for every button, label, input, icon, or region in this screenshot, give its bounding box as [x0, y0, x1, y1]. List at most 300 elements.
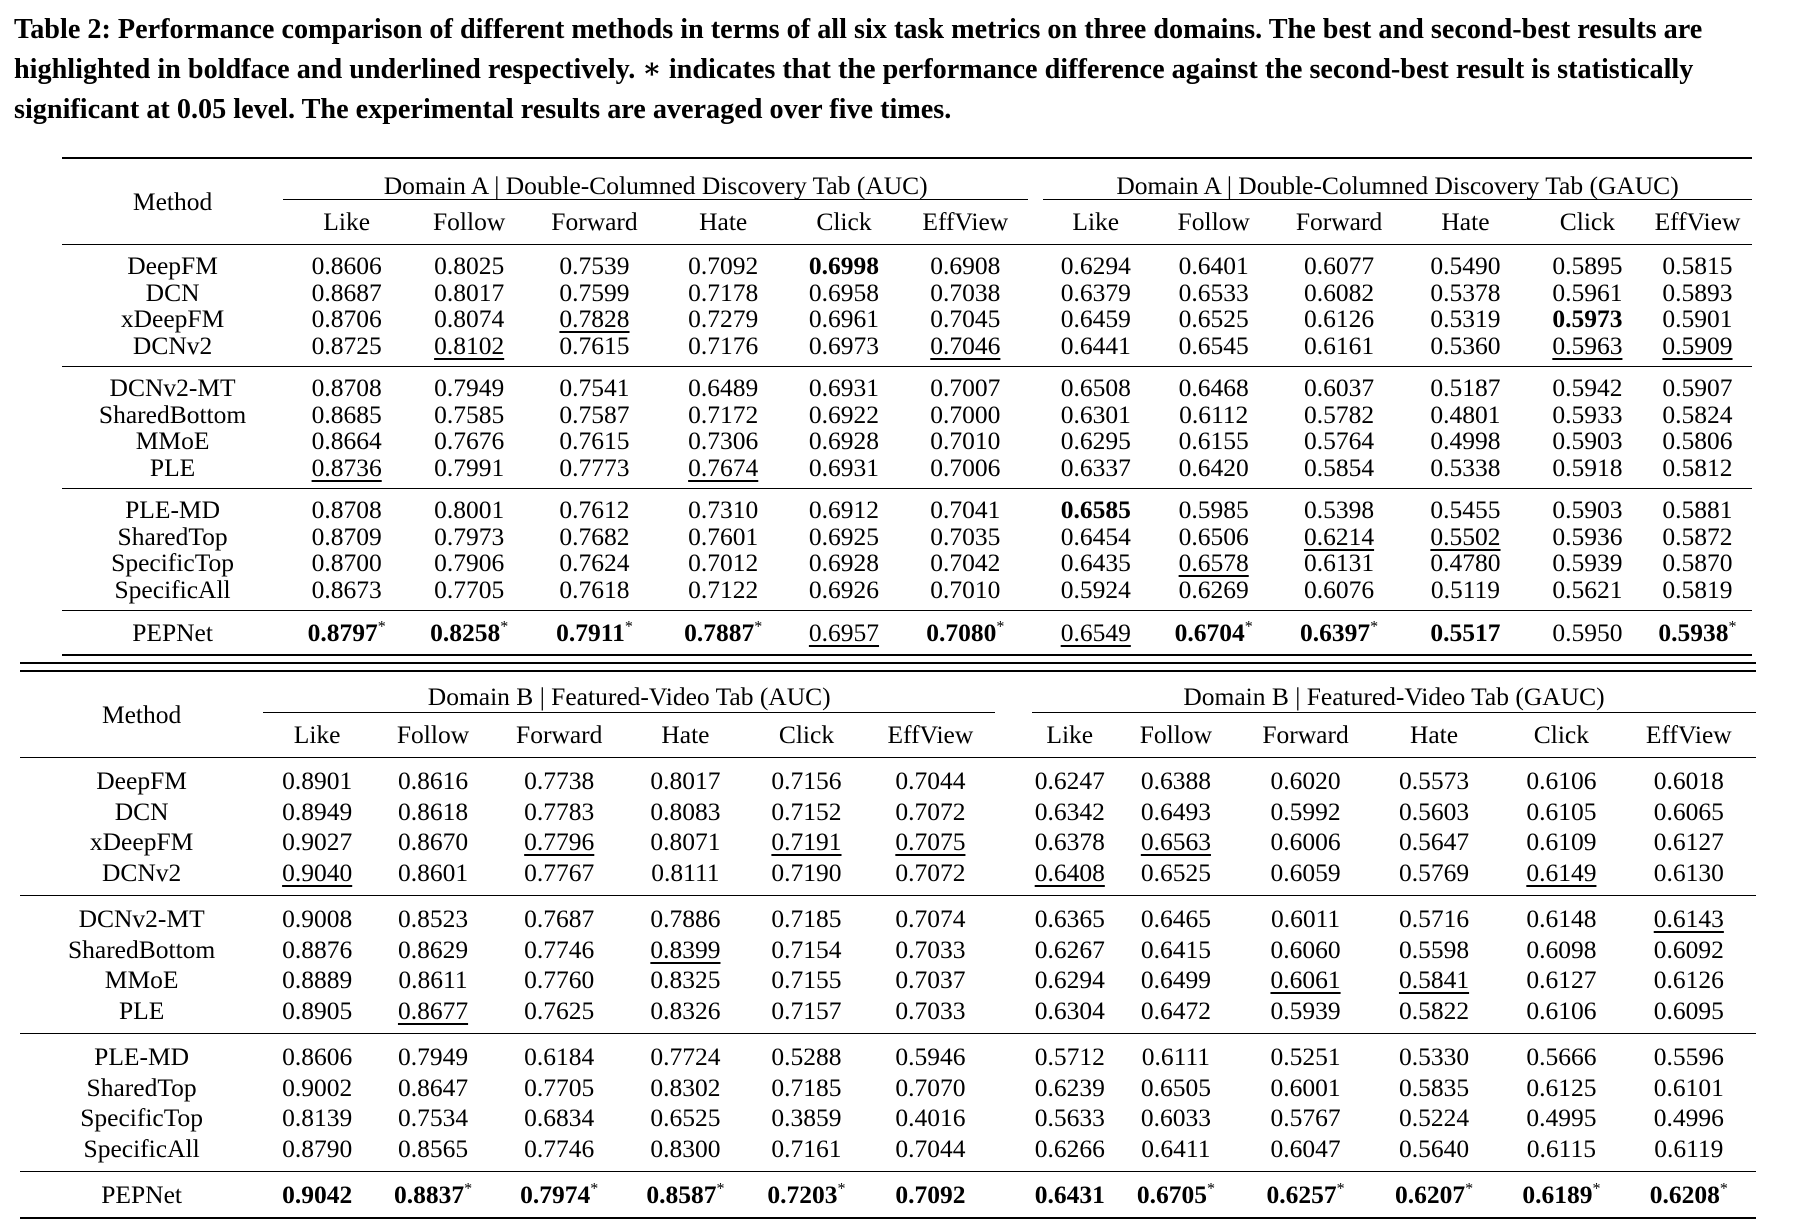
value-text: 0.7161 [771, 1133, 842, 1163]
value-cell [1399, 367, 1532, 402]
value-cell [1043, 452, 1148, 489]
method-name: MMoE [135, 426, 210, 455]
method-name: xDeepFM [89, 827, 194, 856]
value-text: 0.6925 [808, 521, 880, 551]
value-text: 0.7007 [930, 373, 1001, 402]
value-cell [747, 1034, 865, 1073]
value-cell [1622, 827, 1756, 858]
value-text: 0.7033 [895, 934, 966, 964]
value-cell [1244, 758, 1367, 797]
value-cell [1622, 797, 1756, 828]
value-cell [623, 965, 747, 996]
table-row [62, 428, 1752, 455]
value-cell [283, 306, 410, 333]
value-cell [410, 306, 528, 333]
value-text: 0.8618 [397, 796, 469, 826]
value-cell [495, 758, 624, 797]
gap-cell [995, 1034, 1032, 1073]
value-cell [902, 399, 1028, 429]
significance-mark: * [837, 1180, 846, 1198]
value-cell [1108, 1073, 1245, 1104]
value-text: 0.8736 [311, 452, 382, 482]
significance-mark: * [500, 618, 509, 636]
value-text: 0.6082 [1303, 277, 1375, 307]
value-text: 0.6119 [1654, 1133, 1724, 1163]
value-cell [623, 996, 747, 1034]
value-text: 0.7783 [524, 796, 595, 826]
value-text: 0.6239 [1034, 1072, 1105, 1102]
value-cell [661, 452, 786, 489]
value-text: 0.7828 [559, 304, 630, 333]
method-name: PEPNet [62, 611, 283, 656]
value-text: 0.7033 [895, 995, 966, 1025]
value-cell [1501, 1103, 1621, 1134]
value-text: 0.8565 [397, 1133, 469, 1163]
value-cell [1244, 996, 1367, 1034]
value-text: 0.6098 [1526, 934, 1597, 964]
value-text: 0.5330 [1398, 1042, 1470, 1071]
value-text: 0.4998 [1430, 426, 1501, 455]
value-cell [1367, 1103, 1501, 1134]
value-text: 0.6379 [1060, 277, 1131, 307]
value-cell [1032, 896, 1108, 935]
value-text: 0.6095 [1653, 995, 1724, 1025]
method-name: PEPNet [20, 1172, 263, 1219]
value-text: 0.5942 [1552, 373, 1623, 402]
gap-cell [995, 827, 1032, 858]
table-row [62, 577, 1752, 611]
value-text: 0.7310 [688, 495, 759, 524]
header-group-row [20, 671, 1756, 713]
method-name: DCN [145, 277, 200, 307]
value-cell [528, 452, 661, 489]
gap-cell [1028, 367, 1043, 402]
value-text: 0.6922 [808, 399, 880, 429]
metric-header-effview: EffView [866, 713, 996, 758]
method-name: SharedBottom [98, 399, 247, 429]
value-cell [1501, 1034, 1621, 1073]
value-text: 0.6018 [1653, 766, 1724, 795]
value-cell [1643, 330, 1752, 367]
value-text: 0.7070 [895, 1072, 966, 1102]
value-text: 0.5822 [1398, 995, 1470, 1025]
method-header: Method [20, 671, 263, 758]
header-metric-row [62, 200, 1752, 245]
value-text: 0.7038 [930, 277, 1001, 307]
table-body [20, 671, 1756, 1218]
value-text: 0.7724 [650, 1042, 721, 1071]
value-text: 0.9042 [282, 1180, 353, 1209]
table-row [20, 965, 1756, 996]
value-cell [1532, 330, 1643, 367]
table-row [20, 858, 1756, 896]
value-cell [1501, 858, 1621, 896]
value-cell [661, 330, 786, 367]
value-cell [283, 428, 410, 455]
value-text: 0.6127 [1653, 827, 1724, 856]
value-cell [410, 550, 528, 577]
value-text: 0.5961 [1552, 277, 1623, 307]
value-text: 0.7035 [930, 521, 1001, 551]
value-cell [495, 935, 624, 966]
value-text: 0.7156 [771, 766, 842, 795]
value-cell [1367, 935, 1501, 966]
value-cell [263, 935, 371, 966]
value-cell [623, 1103, 747, 1134]
metric-header-hate: Hate [623, 713, 747, 758]
value-text: 0.7746 [524, 1133, 595, 1163]
value-text: 0.6020 [1270, 766, 1341, 795]
gap-cell [1028, 333, 1043, 367]
value-text: 0.6958 [808, 277, 880, 307]
significance-mark: * [1370, 618, 1379, 636]
method-name: SharedTop [86, 1072, 197, 1102]
value-cell [263, 1134, 371, 1172]
value-cell [371, 858, 495, 896]
value-cell [1244, 1073, 1367, 1104]
value-cell [1532, 489, 1643, 524]
group-header-gauc: Domain B | Featured-Video Tab (GAUC) [1032, 671, 1756, 713]
value-cell [902, 521, 1028, 551]
value-cell [371, 1103, 495, 1134]
value-cell [786, 521, 903, 551]
value-text: 0.5835 [1398, 1072, 1470, 1102]
value-text: 0.5812 [1662, 452, 1733, 482]
value-cell [1399, 330, 1532, 367]
value-cell [902, 452, 1028, 489]
gap-cell [995, 1134, 1032, 1172]
value-text: 0.5769 [1398, 857, 1470, 887]
value-text: 0.5907 [1662, 373, 1733, 402]
value-text: 0.5596 [1653, 1042, 1724, 1071]
value-text: 0.6957 [808, 618, 880, 647]
value-text: 0.8399 [650, 934, 721, 964]
value-text: 0.8709 [311, 521, 382, 551]
value-cell [866, 996, 996, 1034]
value-cell [410, 611, 528, 656]
value-text: 0.7601 [688, 521, 759, 551]
value-cell [283, 277, 410, 307]
value-cell [495, 965, 624, 996]
value-text: 0.8673 [311, 574, 382, 604]
value-cell [1367, 797, 1501, 828]
value-text: 0.6105 [1526, 796, 1597, 826]
value-text: 0.8302 [650, 1072, 721, 1102]
significance-mark: * [590, 1180, 599, 1198]
value-text: 0.6578 [1178, 548, 1249, 577]
value-text: 0.6912 [808, 495, 880, 524]
value-cell [1043, 521, 1148, 551]
value-cell [786, 330, 903, 367]
value-text: 0.5901 [1662, 304, 1733, 333]
value-cell [1399, 245, 1532, 280]
value-text: 0.6101 [1653, 1072, 1724, 1102]
table-row [20, 797, 1756, 828]
value-text: 0.6257 [1266, 1180, 1337, 1209]
value-cell [1244, 896, 1367, 935]
value-cell [661, 611, 786, 656]
value-text: 0.6998 [808, 251, 880, 280]
value-text: 0.7074 [895, 904, 966, 933]
value-text: 0.7042 [930, 548, 1001, 577]
value-cell [1501, 1073, 1621, 1104]
value-text: 0.7760 [524, 965, 595, 994]
value-cell [623, 1172, 747, 1219]
value-cell [371, 935, 495, 966]
value-text: 0.6505 [1140, 1072, 1211, 1102]
value-cell [371, 758, 495, 797]
value-text: 0.6148 [1526, 904, 1597, 933]
table-row [20, 996, 1756, 1034]
value-cell [1244, 827, 1367, 858]
method-name: SharedBottom [67, 934, 216, 964]
value-cell [866, 827, 996, 858]
value-cell [1367, 1073, 1501, 1104]
value-cell [1148, 330, 1278, 367]
value-text: 0.6378 [1034, 827, 1105, 856]
value-text: 0.5939 [1270, 995, 1341, 1025]
group-gap [1028, 158, 1043, 200]
value-text: 0.5187 [1430, 373, 1501, 402]
value-cell [263, 1103, 371, 1134]
value-cell [1032, 827, 1108, 858]
value-text: 0.6065 [1653, 796, 1724, 826]
value-cell [1108, 858, 1245, 896]
value-cell [1643, 550, 1752, 577]
table-row [62, 280, 1752, 307]
value-text: 0.8074 [434, 304, 505, 333]
gap-cell [995, 797, 1032, 828]
value-text: 0.6506 [1178, 521, 1249, 551]
value-text: 0.7585 [434, 399, 505, 429]
value-text: 0.6585 [1060, 495, 1131, 524]
value-cell [747, 1103, 865, 1134]
value-text: 0.8258 [430, 618, 501, 647]
value-text: 0.5119 [1430, 574, 1501, 604]
value-cell [1108, 935, 1245, 966]
significance-mark: * [377, 618, 386, 636]
significance-mark: * [1592, 1180, 1601, 1198]
metric-header-hate: Hate [1367, 713, 1501, 758]
significance-mark: * [1244, 618, 1253, 636]
value-cell [528, 428, 661, 455]
metric-header-like: Like [1032, 713, 1108, 758]
value-cell [902, 306, 1028, 333]
table-row [62, 333, 1752, 367]
metric-header-effview: EffView [902, 200, 1028, 245]
value-text: 0.5598 [1398, 934, 1470, 964]
value-text: 0.6037 [1303, 373, 1375, 402]
value-text: 0.7157 [771, 995, 842, 1025]
gap-cell [995, 1172, 1032, 1219]
value-text: 0.7122 [688, 574, 759, 604]
value-text: 0.8837 [393, 1180, 465, 1209]
value-cell [1643, 245, 1752, 280]
value-text: 0.7190 [771, 857, 842, 887]
value-cell [283, 399, 410, 429]
value-cell [1532, 277, 1643, 307]
value-cell [1622, 965, 1756, 996]
metric-header-forward: Forward [1279, 200, 1399, 245]
method-name: DeepFM [20, 758, 263, 797]
value-cell [1108, 827, 1245, 858]
significance-mark: * [716, 1180, 725, 1198]
metric-header-effview: EffView [1643, 200, 1752, 245]
value-cell [1108, 1103, 1245, 1134]
value-cell [902, 489, 1028, 524]
value-cell [283, 521, 410, 551]
value-text: 0.5893 [1662, 277, 1733, 307]
value-cell [1622, 1034, 1756, 1073]
value-cell [623, 1034, 747, 1073]
value-cell [1399, 452, 1532, 489]
value-text: 0.8725 [311, 330, 382, 360]
gap-cell [995, 965, 1032, 996]
value-text: 0.7746 [524, 934, 595, 964]
value-text: 0.6143 [1653, 904, 1724, 933]
value-text: 0.7618 [559, 574, 630, 604]
value-cell [1532, 306, 1643, 333]
value-cell [495, 858, 624, 896]
value-cell [263, 896, 371, 935]
value-text: 0.7973 [434, 521, 505, 551]
value-cell [1643, 611, 1752, 656]
value-text: 0.7010 [930, 426, 1001, 455]
value-cell [528, 245, 661, 280]
value-text: 0.5647 [1398, 827, 1470, 856]
value-cell [866, 758, 996, 797]
value-cell [1032, 1103, 1108, 1134]
value-text: 0.7615 [559, 426, 630, 455]
table-body [62, 158, 1752, 655]
value-text: 0.7279 [688, 304, 759, 333]
value-text: 0.6411 [1141, 1133, 1211, 1163]
value-cell [1043, 611, 1148, 656]
value-text: 0.7738 [524, 766, 595, 795]
value-text: 0.6931 [808, 373, 880, 402]
value-cell [1279, 428, 1399, 455]
method-name: xDeepFM [120, 304, 225, 333]
value-cell [1501, 965, 1621, 996]
metric-header-like: Like [283, 200, 410, 245]
value-text: 0.7072 [895, 796, 966, 826]
metric-header-follow: Follow [1148, 200, 1278, 245]
value-text: 0.7010 [930, 574, 1001, 604]
value-text: 0.6365 [1034, 904, 1105, 933]
value-text: 0.6295 [1060, 426, 1131, 455]
value-cell [1043, 489, 1148, 524]
method-name: DeepFM [62, 245, 283, 280]
value-text: 0.6961 [808, 304, 880, 333]
gap-cell [1028, 402, 1043, 429]
value-text: 0.5992 [1270, 796, 1341, 826]
value-text: 0.4995 [1526, 1103, 1597, 1132]
value-text: 0.3859 [771, 1103, 842, 1132]
metric-header-effview: EffView [1622, 713, 1756, 758]
table-row [62, 367, 1752, 402]
value-text: 0.5633 [1034, 1103, 1105, 1132]
value-text: 0.6465 [1140, 904, 1211, 933]
value-text: 0.8523 [397, 904, 469, 933]
value-cell [1244, 965, 1367, 996]
value-cell [1148, 428, 1278, 455]
value-text: 0.8606 [311, 251, 382, 280]
value-text: 0.8949 [282, 796, 353, 826]
value-text: 0.6525 [1178, 304, 1249, 333]
value-text: 0.5502 [1430, 521, 1501, 551]
value-cell [786, 399, 903, 429]
value-text: 0.7044 [895, 766, 966, 795]
value-text: 0.6472 [1140, 995, 1211, 1025]
value-text: 0.6928 [808, 548, 880, 577]
value-cell [1032, 1172, 1108, 1219]
value-cell [1032, 996, 1108, 1034]
value-cell [1643, 428, 1752, 455]
results-table-domain-b [20, 670, 1756, 1219]
value-cell [1501, 896, 1621, 935]
value-text: 0.5360 [1430, 330, 1501, 360]
value-cell [1043, 277, 1148, 307]
value-cell [1399, 306, 1532, 333]
value-text: 0.5939 [1552, 548, 1623, 577]
value-cell [1501, 996, 1621, 1034]
value-cell [495, 797, 624, 828]
value-cell [1148, 306, 1278, 333]
value-cell [866, 935, 996, 966]
table-row [62, 550, 1752, 577]
value-cell [1279, 452, 1399, 489]
method-name: DCNv2 [132, 330, 213, 360]
value-cell [495, 896, 624, 935]
value-cell [1279, 399, 1399, 429]
value-cell [528, 367, 661, 402]
value-cell [866, 896, 996, 935]
value-text: 0.7676 [434, 426, 505, 455]
value-cell [1108, 1172, 1245, 1219]
table-separator [20, 662, 1756, 664]
value-cell [1622, 858, 1756, 896]
value-text: 0.7587 [559, 399, 630, 429]
value-cell [1367, 996, 1501, 1034]
value-text: 0.6126 [1303, 304, 1375, 333]
table-row [62, 455, 1752, 489]
header-metric-row [20, 713, 1756, 758]
value-cell [283, 330, 410, 367]
value-text: 0.5398 [1303, 495, 1375, 524]
value-cell [1279, 489, 1399, 524]
value-text: 0.6189 [1522, 1180, 1593, 1209]
value-text: 0.8111 [651, 857, 720, 887]
value-cell [661, 245, 786, 280]
value-text: 0.8901 [282, 766, 353, 795]
gap-cell [995, 935, 1032, 966]
value-cell [1367, 1172, 1501, 1219]
value-cell [1148, 245, 1278, 280]
value-text: 0.5819 [1662, 574, 1733, 604]
value-cell [263, 1073, 371, 1104]
value-text: 0.7037 [895, 965, 966, 994]
value-cell [747, 935, 865, 966]
value-text: 0.7911 [556, 618, 625, 647]
value-cell [283, 574, 410, 611]
value-cell [1643, 452, 1752, 489]
value-text: 0.8587 [646, 1180, 717, 1209]
value-text: 0.7599 [559, 277, 630, 307]
value-cell [1501, 758, 1621, 797]
gap-cell [1028, 577, 1043, 611]
value-cell [866, 1103, 996, 1134]
value-cell [902, 367, 1028, 402]
